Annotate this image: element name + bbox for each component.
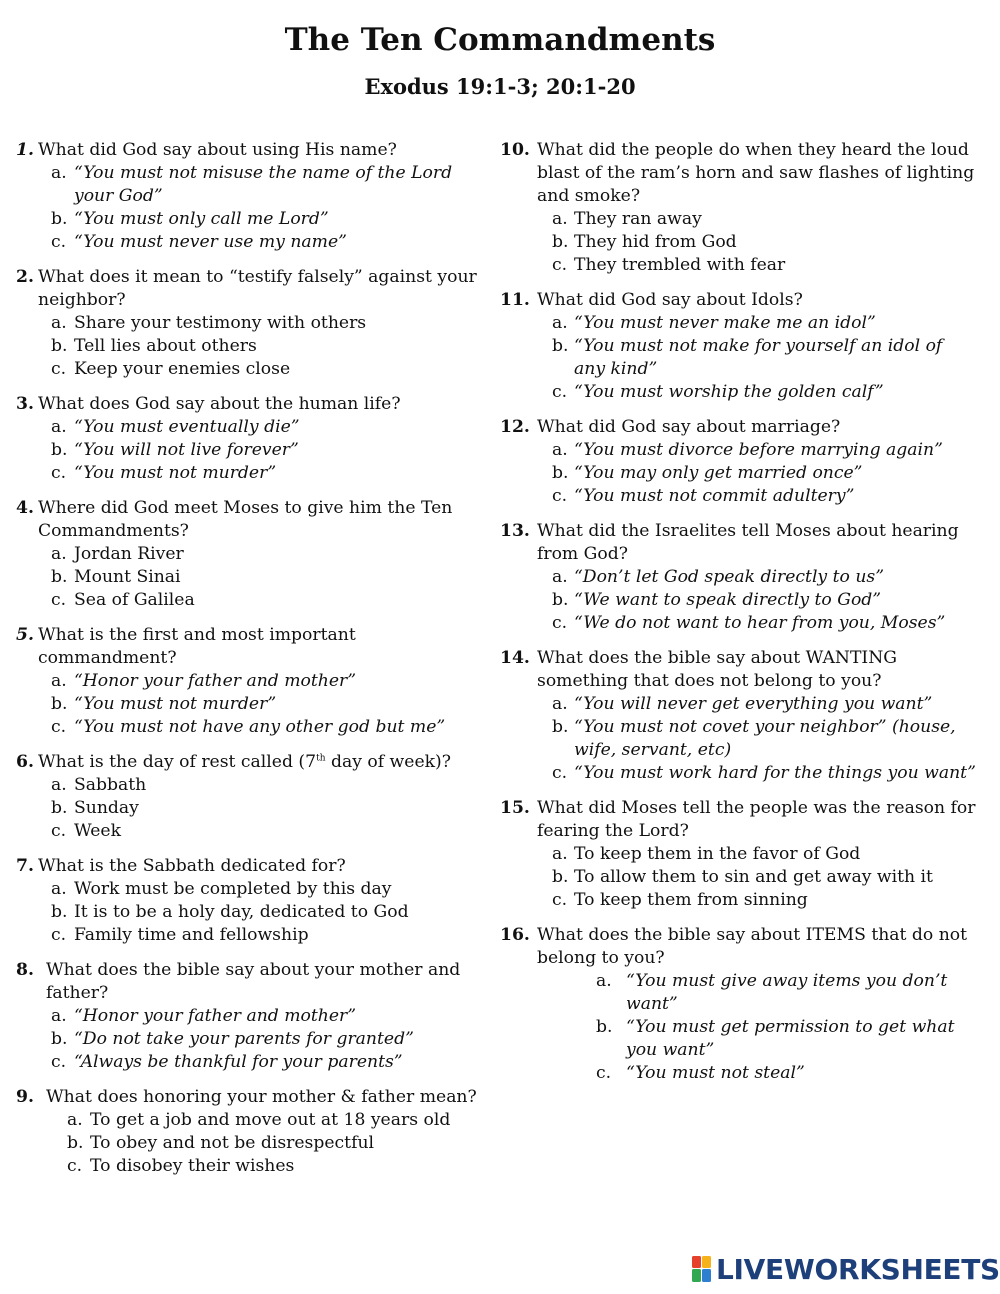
answer-option[interactable]: a. To get a job and move out at 18 years old: [67, 1110, 451, 1130]
answer-option[interactable]: a. “You must eventually die”: [51, 417, 300, 437]
question-text: What did the people do when they heard the loud blast of the ram’s horn and saw flashes of lighting and smoke?: [537, 140, 975, 206]
question-text: What is the first and most important commandment?: [38, 625, 356, 668]
question-3: [16, 393, 494, 485]
answer-option[interactable]: a. To keep them in the favor of God: [552, 844, 861, 864]
question-number: 6.: [16, 752, 34, 772]
question-text: What did the Israelites tell Moses about hearing from God?: [537, 521, 959, 564]
answer-option[interactable]: b. “You must not murder”: [51, 694, 277, 714]
answer-option[interactable]: c. They trembled with fear: [552, 255, 786, 275]
question-number: 15.: [500, 798, 530, 818]
answer-option[interactable]: a. “You must not misuse the name of the Lord your God”: [51, 163, 453, 206]
question-text: What did God say about using His name?: [38, 140, 397, 160]
answer-option[interactable]: a. “You must give away items you don’t want”: [596, 971, 948, 1014]
question-number: 12.: [500, 417, 530, 437]
answer-option[interactable]: c. “We do not want to hear from you, Moses”: [552, 613, 946, 633]
answer-option[interactable]: c. Week: [51, 821, 122, 841]
question-number: 1.: [16, 140, 34, 160]
answer-option[interactable]: c. “You must not steal”: [596, 1063, 805, 1083]
answer-option[interactable]: c. Keep your enemies close: [51, 359, 291, 379]
answer-option[interactable]: c. “You must work hard for the things you want”: [552, 763, 976, 783]
answer-option[interactable]: a. Work must be completed by this day: [51, 879, 392, 899]
question-number: 2.: [16, 267, 34, 287]
question-10: [500, 139, 978, 277]
answer-option[interactable]: b. “You must not covet your neighbor” (house, wife, servant, etc): [552, 717, 956, 760]
answer-option[interactable]: a. “Honor your father and mother”: [51, 1006, 357, 1026]
question-text: What does honoring your mother & father mean?: [46, 1087, 477, 1107]
question-text: What does the bible say about ITEMS that do not belong to you?: [537, 925, 968, 968]
answer-option[interactable]: b. “You may only get married once”: [552, 463, 863, 483]
answer-option[interactable]: b. “You must get permission to get what you want”: [596, 1017, 955, 1060]
left-column: [16, 139, 494, 1190]
question-2: [16, 266, 494, 381]
answer-option[interactable]: a. “Don’t let God speak directly to us”: [552, 567, 885, 587]
question-number: 5.: [16, 625, 34, 645]
question-text: What did God say about Idols?: [537, 290, 803, 310]
answer-option[interactable]: b. To obey and not be disrespectful: [67, 1133, 375, 1153]
answer-option[interactable]: b. To allow them to sin and get away with it: [552, 867, 933, 887]
question-9: [16, 1086, 494, 1178]
question-16: [500, 924, 978, 1085]
question-number: 8.: [16, 960, 34, 980]
answer-option[interactable]: c. “You must not have any other god but me”: [51, 717, 446, 737]
answer-option[interactable]: c. “You must worship the golden calf”: [552, 382, 884, 402]
answer-option[interactable]: b. It is to be a holy day, dedicated to God: [51, 902, 409, 922]
question-text: What is the Sabbath dedicated for?: [38, 856, 346, 876]
question-text: What did God say about marriage?: [537, 417, 841, 437]
question-number: 13.: [500, 521, 530, 541]
question-text: What does it mean to “testify falsely” against your neighbor?: [38, 267, 477, 310]
answer-option[interactable]: a. “You must never make me an idol”: [552, 313, 876, 333]
question-13: [500, 520, 978, 635]
logo-text: LIVEWORKSHEETS: [716, 1252, 1000, 1286]
question-number: 7.: [16, 856, 34, 876]
question-14: [500, 647, 978, 785]
question-number: 9.: [16, 1087, 34, 1107]
question-number: 14.: [500, 648, 530, 668]
question-number: 4.: [16, 498, 34, 518]
question-number: 16.: [500, 925, 530, 945]
question-4: [16, 497, 494, 612]
answer-option[interactable]: c. Sea of Galilea: [51, 590, 195, 610]
answer-option[interactable]: c. “You must never use my name”: [51, 232, 347, 252]
answer-option[interactable]: c. Family time and fellowship: [51, 925, 309, 945]
liveworksheets-logo[interactable]: [692, 1253, 1000, 1285]
liveworksheets-logo-icon: [692, 1256, 712, 1282]
page-subtitle: Exodus 19:1-3; 20:1-20: [364, 74, 636, 99]
right-column: [500, 139, 978, 1097]
answer-option[interactable]: a. Jordan River: [51, 544, 184, 564]
answer-option[interactable]: b. “You will not live forever”: [51, 440, 299, 460]
answer-option[interactable]: c. “You must not murder”: [51, 463, 277, 483]
answer-option[interactable]: a. “You must divorce before marrying again”: [552, 440, 943, 460]
question-5: [16, 624, 494, 739]
answer-option[interactable]: b. Sunday: [51, 798, 139, 818]
answer-option[interactable]: a. “Honor your father and mother”: [51, 671, 357, 691]
question-6: [16, 751, 494, 843]
question-number: 3.: [16, 394, 34, 414]
answer-option[interactable]: c. To keep them from sinning: [552, 890, 808, 910]
answer-option[interactable]: a. Share your testimony with others: [51, 313, 367, 333]
question-15: [500, 797, 978, 912]
question-1: [16, 139, 494, 254]
answer-option[interactable]: c. “You must not commit adultery”: [552, 486, 855, 506]
answer-option[interactable]: a. “You will never get everything you want”: [552, 694, 933, 714]
answer-option[interactable]: c. “Always be thankful for your parents”: [51, 1052, 403, 1072]
answer-option[interactable]: a. Sabbath: [51, 775, 147, 795]
answer-option[interactable]: b. “We want to speak directly to God”: [552, 590, 882, 610]
answer-option[interactable]: b. They hid from God: [552, 232, 737, 252]
question-number: 10.: [500, 140, 530, 160]
question-12: [500, 416, 978, 508]
question-11: [500, 289, 978, 404]
page-title: The Ten Commandments: [284, 22, 716, 58]
answer-option[interactable]: a. They ran away: [552, 209, 702, 229]
question-8: [16, 959, 494, 1074]
answer-option[interactable]: b. Tell lies about others: [51, 336, 257, 356]
question-text: What did Moses tell the people was the reason for fearing the Lord?: [537, 798, 976, 841]
question-text: What is the day of rest called (7th day of week)?: [38, 752, 451, 772]
answer-option[interactable]: b. “You must not make for yourself an idol of any kind”: [552, 336, 943, 379]
answer-option[interactable]: b. Mount Sinai: [51, 567, 181, 587]
question-text: Where did God meet Moses to give him the Ten Commandments?: [38, 498, 453, 541]
answer-option[interactable]: b. “You must only call me Lord”: [51, 209, 329, 229]
question-text: What does the bible say about WANTING something that does not belong to you?: [537, 648, 897, 691]
question-text: What does God say about the human life?: [38, 394, 401, 414]
answer-option[interactable]: c. To disobey their wishes: [67, 1156, 295, 1176]
question-text: What does the bible say about your mother and father?: [46, 960, 461, 1003]
answer-option[interactable]: b. “Do not take your parents for granted”: [51, 1029, 414, 1049]
question-number: 11.: [500, 290, 530, 310]
question-7: [16, 855, 494, 947]
